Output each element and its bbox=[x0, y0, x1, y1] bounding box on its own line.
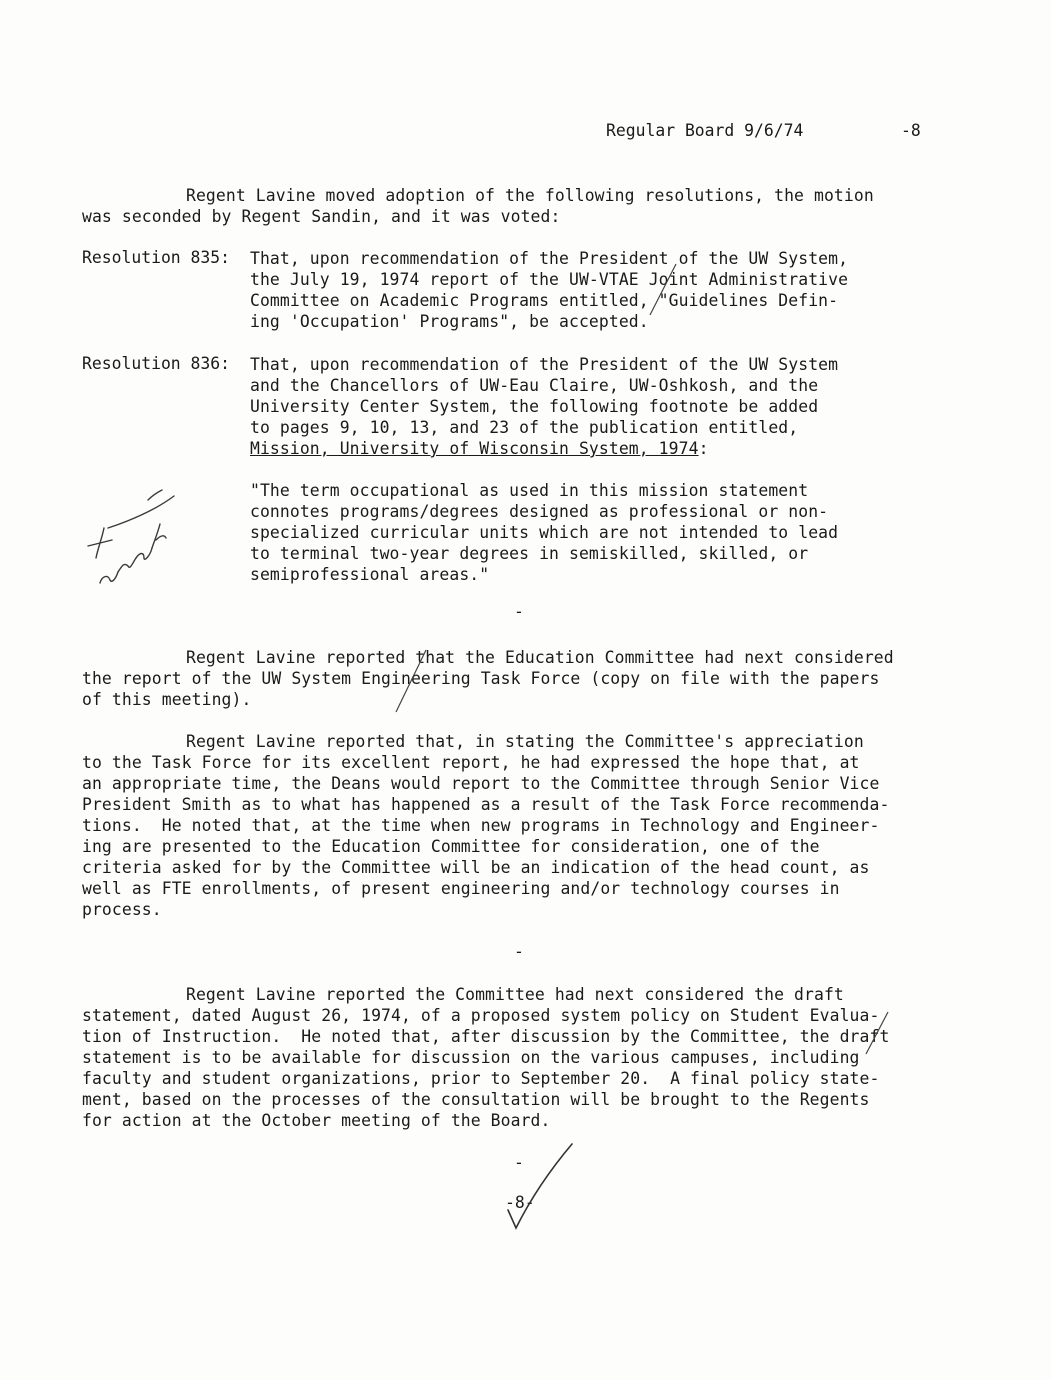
paragraph-line: tions. He noted that, at the time when new programs in Technology and Engineer- bbox=[82, 816, 880, 835]
section-separator: - bbox=[514, 602, 524, 621]
quote-line: to terminal two-year degrees in semiskilled, skilled, or bbox=[250, 544, 809, 563]
paragraph-line: ing are presented to the Education Committee for consideration, one of the bbox=[82, 837, 820, 856]
resolution-label: Resolution 836: bbox=[82, 354, 231, 373]
resolution-text-line: That, upon recommendation of the President of the UW System bbox=[250, 355, 839, 374]
paragraph-line: Regent Lavine reported that, in stating the Committee's appreciation bbox=[186, 732, 864, 751]
intro-line: was seconded by Regent Sandin, and it was voted: bbox=[82, 207, 561, 226]
page-header-title: Regular Board 9/6/74 bbox=[606, 121, 804, 140]
resolution-label: Resolution 835: bbox=[82, 248, 231, 267]
resolution-text-line: ing 'Occupation' Programs", be accepted. bbox=[250, 312, 649, 331]
quote-line: specialized curricular units which are not intended to lead bbox=[250, 523, 839, 542]
paragraph-line: Regent Lavine reported the Committee had next considered the draft bbox=[186, 985, 844, 1004]
paragraph-line: President Smith as to what has happened as a result of the Task Force recommenda- bbox=[82, 795, 890, 814]
pen-stroke-mark bbox=[392, 646, 432, 720]
resolution-text-line: Committee on Academic Programs entitled, "Guidelines Defin- bbox=[250, 291, 839, 310]
paragraph-line: criteria asked for by the Committee will be an indication of the head count, as bbox=[82, 858, 870, 877]
paragraph-line: well as FTE enrollments, of present engineering and/or technology courses in bbox=[82, 879, 840, 898]
margin-handwriting-signature bbox=[78, 488, 188, 602]
paragraph-line: faculty and student organizations, prior to September 20. A final policy state- bbox=[82, 1069, 880, 1088]
resolution-text-line: and the Chancellors of UW-Eau Claire, UW-Oshkosh, and the bbox=[250, 376, 819, 395]
quote-line: "The term occupational as used in this mission statement bbox=[250, 481, 809, 500]
paragraph-line: statement is to be available for discussion on the various campuses, including bbox=[82, 1048, 860, 1067]
resolution-text-line: to pages 9, 10, 13, and 23 of the publication entitled, bbox=[250, 418, 799, 437]
paragraph-line: for action at the October meeting of the Board. bbox=[82, 1111, 551, 1130]
paragraph-line: Regent Lavine reported that the Education Committee had next considered bbox=[186, 648, 894, 667]
paragraph-line: to the Task Force for its excellent report, he had expressed the hope that, at bbox=[82, 753, 860, 772]
resolution-text-line: the July 19, 1974 report of the UW-VTAE Joint Administrative bbox=[250, 270, 849, 289]
section-separator: - bbox=[514, 942, 524, 961]
quote-line: semiprofessional areas." bbox=[250, 565, 490, 584]
footer-page-number: -8- bbox=[505, 1193, 535, 1212]
publication-title: Mission, University of Wisconsin System, 1974 bbox=[250, 439, 699, 458]
pen-stroke-mark bbox=[862, 1008, 892, 1062]
paragraph-line: statement, dated August 26, 1974, of a proposed system policy on Student Evalua- bbox=[82, 1006, 880, 1025]
paragraph-line: tion of Instruction. He noted that, after discussion by the Committee, the draft bbox=[82, 1027, 890, 1046]
paragraph-line: process. bbox=[82, 900, 162, 919]
intro-line: Regent Lavine moved adoption of the following resolutions, the motion bbox=[186, 186, 874, 205]
resolution-text-line: That, upon recommendation of the President of the UW System, bbox=[250, 249, 849, 268]
resolution-text-line: University Center System, the following footnote be added bbox=[250, 397, 819, 416]
paragraph-line: ment, based on the processes of the consultation will be brought to the Regents bbox=[82, 1090, 870, 1109]
paragraph-line: the report of the UW System Engineering Task Force (copy on file with the papers bbox=[82, 669, 880, 688]
quote-line: connotes programs/degrees designed as professional or non- bbox=[250, 502, 829, 521]
paragraph-line: of this meeting). bbox=[82, 690, 252, 709]
publication-suffix: : bbox=[698, 439, 709, 458]
paragraph-line: an appropriate time, the Deans would report to the Committee through Senior Vice bbox=[82, 774, 880, 793]
page-header-number: -8 bbox=[901, 121, 921, 140]
pen-stroke-mark bbox=[640, 260, 690, 324]
publication-title-line bbox=[250, 438, 709, 459]
section-separator: - bbox=[514, 1153, 524, 1172]
check-mark-icon bbox=[500, 1140, 580, 1239]
